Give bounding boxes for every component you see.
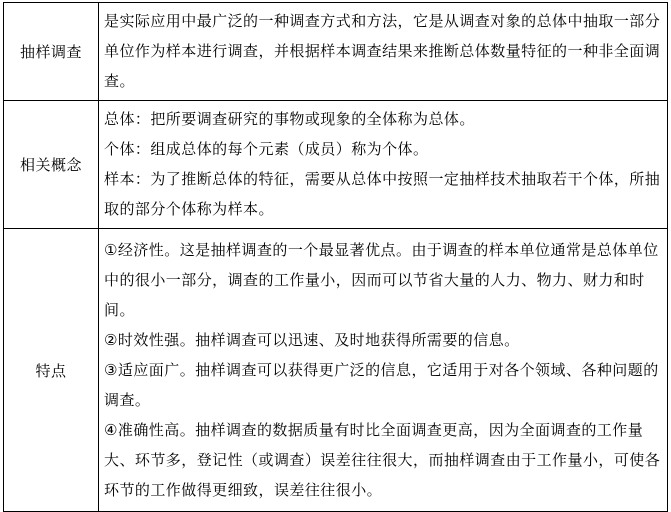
table-row-features: [4, 229, 668, 512]
table-row-related-concepts: [4, 101, 668, 229]
feature-wide-applicability: ③适应面广。抽样调查可以获得更广泛的信息，它适用于对各个领域、各种问题的调查。: [104, 360, 659, 409]
row-label-features: 特点: [4, 229, 99, 512]
row-label-sampling-survey: 抽样调查: [4, 3, 99, 101]
row-content-concepts: [99, 101, 668, 229]
feature-economy: ①经济性。这是抽样调查的一个最显著优点。由于调查的样本单位通常是总体单位中的很小一部分，调查的工作量小，因而可以节省大量的人力、物力、财力和时间。: [104, 240, 659, 319]
row-label-related-concepts: 相关概念: [4, 101, 99, 229]
document-page: [3, 2, 668, 499]
row-content-definition: [99, 3, 668, 101]
concept-population: 总体：把所要调查研究的事物或现象的全体称为总体。: [104, 110, 475, 128]
concept-sample: 样本：为了推断总体的特征，需要从总体中按照一定抽样技术抽取若干个体，所抽取的部分个体称为样本。: [104, 170, 661, 218]
feature-timeliness: ②时效性强。抽样调查可以迅速、及时地获得所需要的信息。: [104, 330, 520, 349]
row-content-features: [99, 229, 668, 512]
feature-accuracy: ④准确性高。抽样调查的数据质量有时比全面调查更高，因为全面调查的工作量大、环节多，登记性（或调查）误差往往很大，而抽样调查由于工作量小，可使各环节的工作做得更细致，误差往往很小。: [104, 420, 661, 499]
table-row-definition: [4, 3, 668, 101]
sampling-survey-table: [3, 2, 668, 512]
definition-paragraph: 是实际应用中最广泛的一种调查方式和方法，它是从调查对象的总体中抽取一部分单位作为样本进行调查，并根据样本调查结果来推断总体数量特征的一种非全面调查。: [104, 12, 661, 90]
concept-individual: 个体：组成总体的每个元素（成员）称为个体。: [104, 140, 429, 158]
